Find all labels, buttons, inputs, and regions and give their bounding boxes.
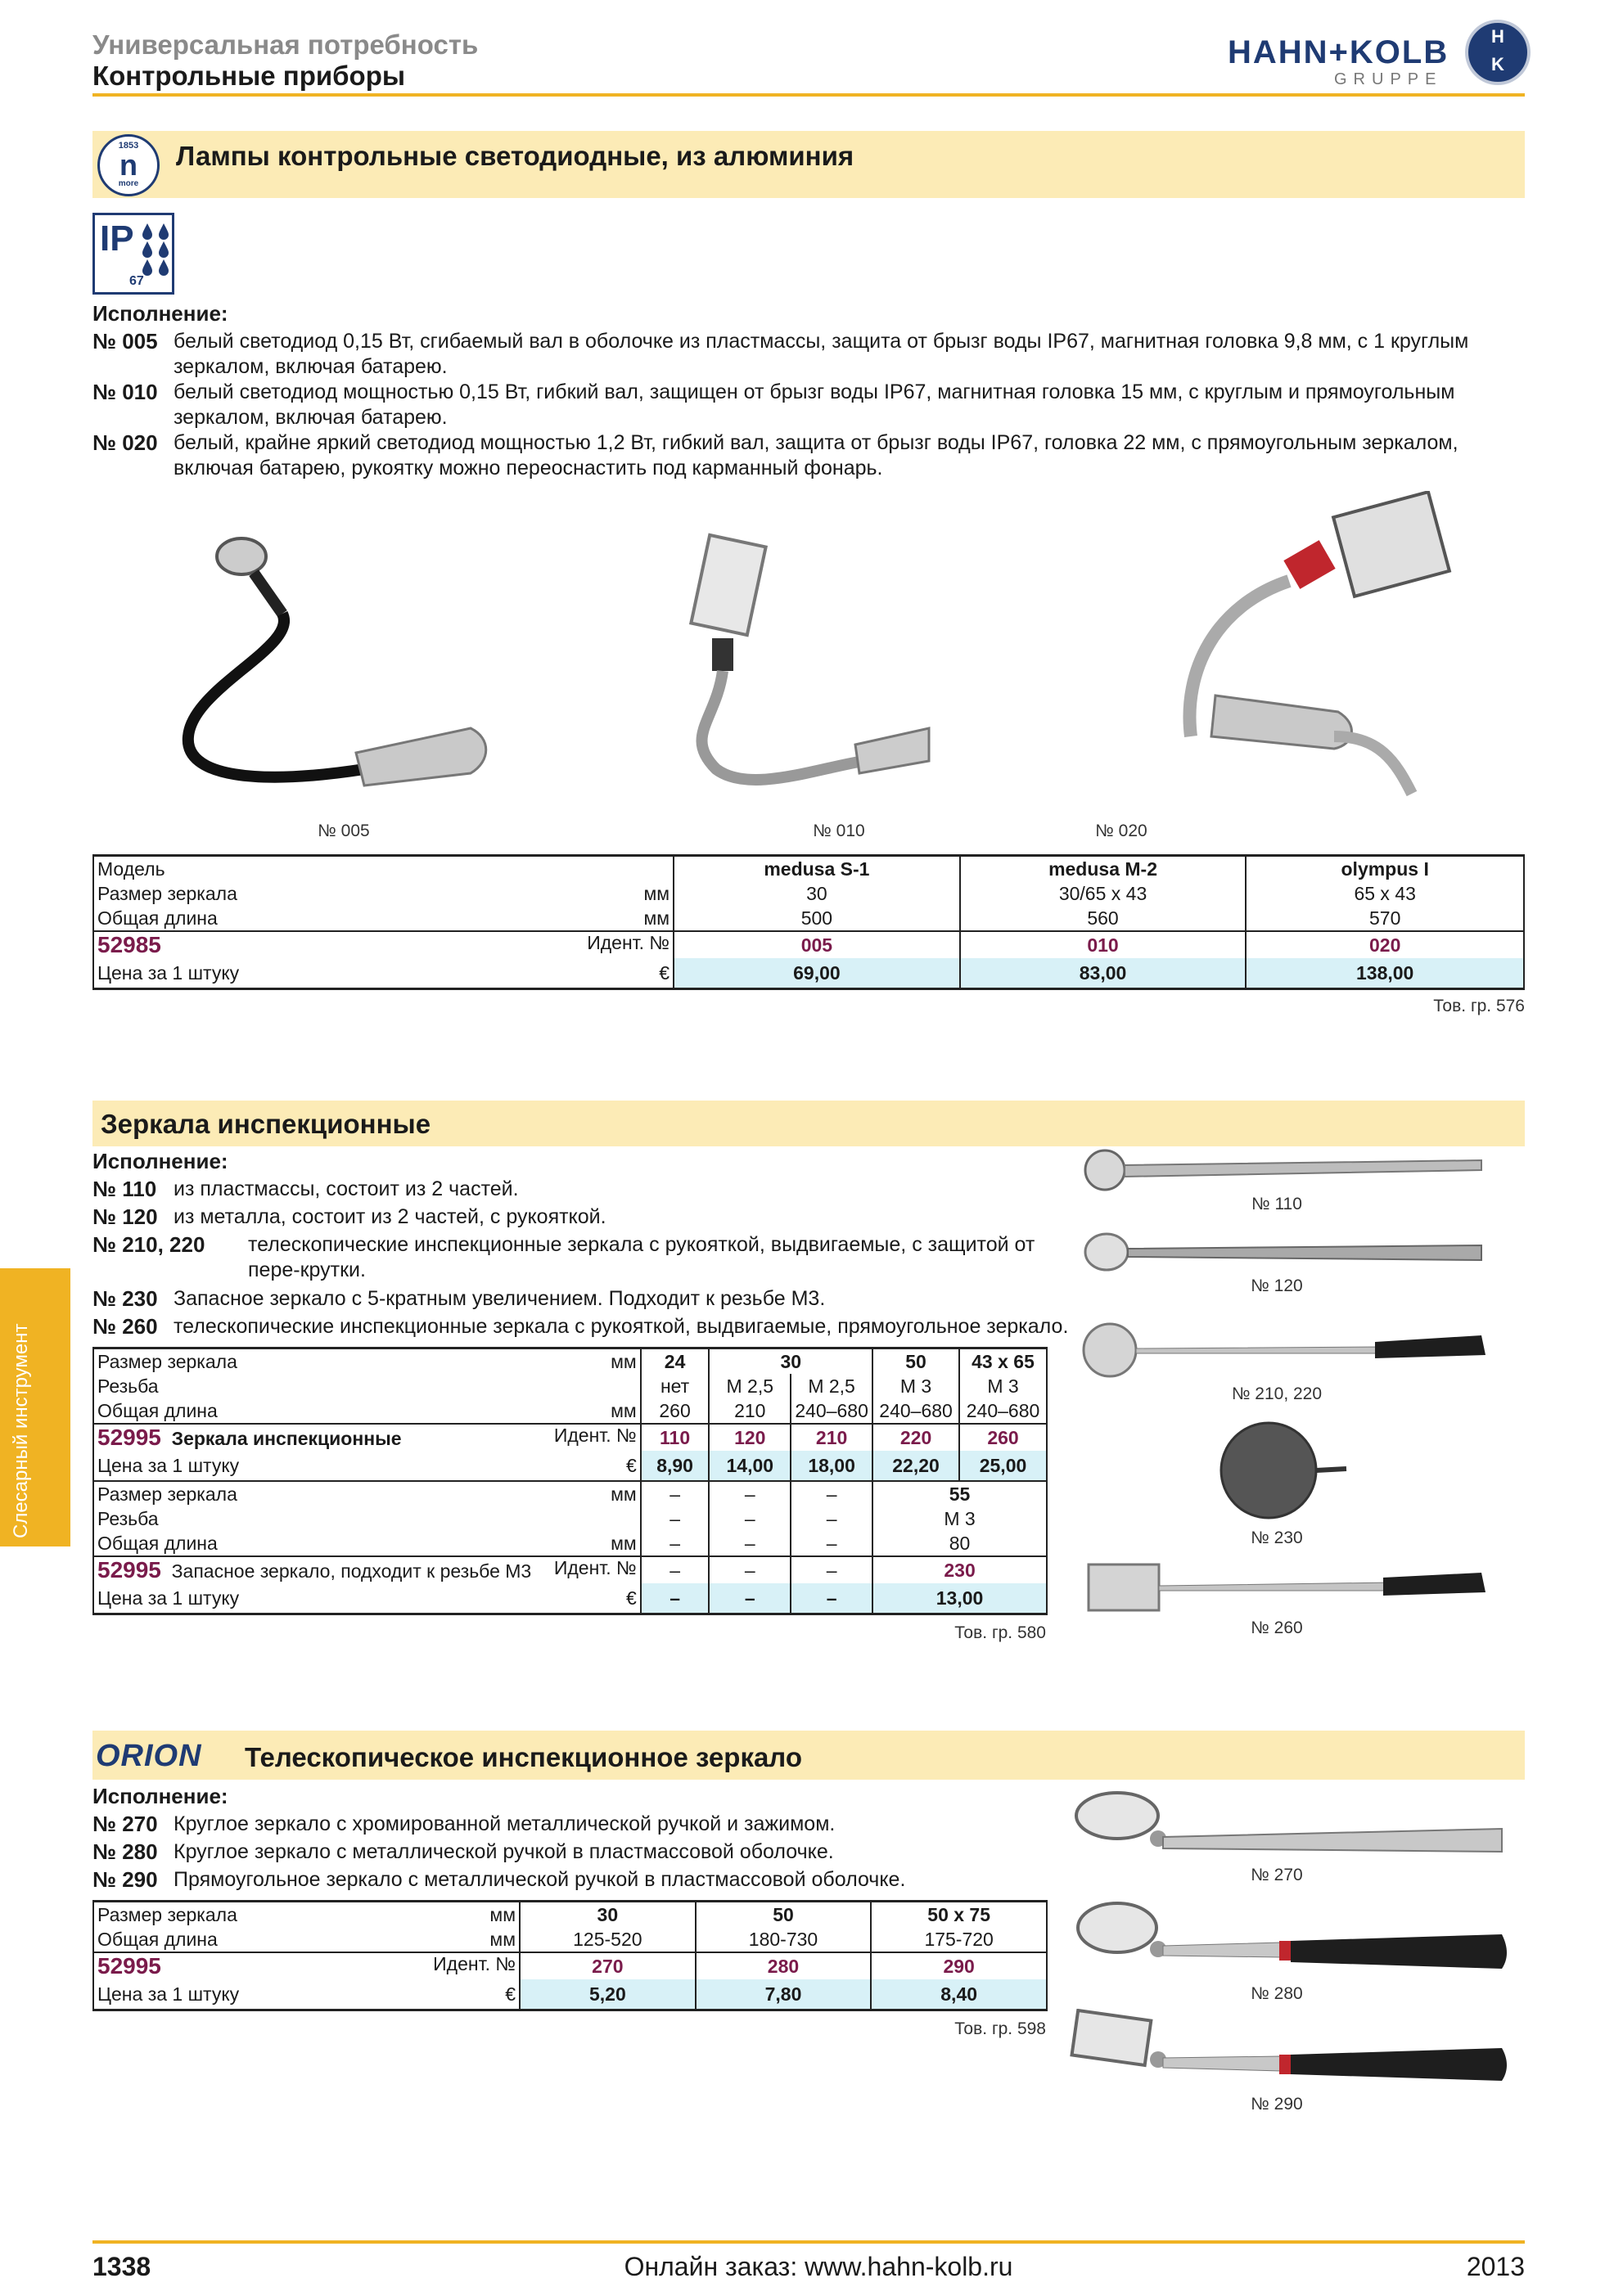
section1-item: [92, 430, 1525, 481]
product-image-020: [1166, 491, 1477, 810]
cell: medusa S-1: [674, 856, 960, 882]
section2-band: [92, 1101, 1525, 1146]
price-cell: 13,00: [872, 1583, 1047, 1614]
cell: 210: [709, 1398, 791, 1424]
row-label: Размер зеркала: [97, 1350, 237, 1372]
item-description: Прямоугольное зеркало с металлической ручкой в пластмассовой оболочке.: [174, 1868, 906, 1891]
cell: М 3: [872, 1374, 959, 1398]
row-label: Цена за 1 штуку: [97, 1454, 240, 1476]
item-number: № 260: [92, 1314, 158, 1339]
item-number: № 120: [92, 1204, 158, 1229]
footer-rule: [92, 2240, 1525, 2244]
cell: olympus I: [1246, 856, 1524, 882]
table-row: [93, 1451, 1047, 1481]
article-number: 52995: [97, 1557, 161, 1582]
badge-caption: more: [118, 179, 139, 188]
caption-210-220: № 210, 220: [1231, 1384, 1323, 1403]
cell: 500: [674, 906, 960, 931]
cell: 43 x 65: [959, 1348, 1047, 1375]
currency: €: [505, 1983, 516, 2005]
price-cell: 22,20: [872, 1451, 959, 1481]
ident-cell[interactable]: 230: [872, 1556, 1047, 1583]
cell: –: [791, 1556, 872, 1583]
side-tab-label: Слесарный инструмент: [10, 1323, 32, 1538]
section1-exec-label: Исполнение:: [92, 301, 228, 326]
section1-group: Тов. гр. 576: [1433, 997, 1525, 1015]
section2-spec-table: [92, 1347, 1048, 1615]
cell: –: [709, 1531, 791, 1556]
cell: М 2,5: [791, 1374, 872, 1398]
cell: нет: [641, 1374, 710, 1398]
row-label: Общая длина: [97, 1928, 218, 1950]
caption-280: № 280: [1251, 1984, 1303, 2003]
table-row: [93, 1424, 1047, 1451]
logo-gruppe: GRUPPE: [1334, 70, 1443, 88]
ident-label: Идент. №: [587, 932, 670, 953]
price-cell: –: [641, 1583, 710, 1614]
unit: мм: [643, 882, 670, 904]
section3-spec-table: [92, 1900, 1048, 2011]
cell: М 3: [872, 1506, 1047, 1531]
row-label: Цена за 1 штуку: [97, 1587, 240, 1609]
item-description: Круглое зеркало с металлической ручкой в пластмассовой оболочке.: [174, 1840, 834, 1863]
product-image-260: [1080, 1555, 1490, 1620]
item-description: из пластмассы, состоит из 2 частей.: [174, 1177, 519, 1200]
table-row: [93, 1927, 1047, 1952]
item-description: из металла, состоит из 2 частей, с рукояткой.: [174, 1205, 606, 1228]
price-cell: 138,00: [1246, 958, 1524, 989]
price-cell: 25,00: [959, 1451, 1047, 1481]
item-number: № 210, 220: [92, 1232, 205, 1257]
price-cell: 18,00: [791, 1451, 872, 1481]
row-label: Резьба: [93, 1506, 641, 1531]
item-number: № 270: [92, 1812, 158, 1836]
brand-logo: [1228, 20, 1531, 90]
table-row: [93, 1348, 1047, 1375]
ident-label: Идент. №: [553, 1557, 637, 1578]
item-description: телескопические инспекционные зеркала с рукояткой, выдвигаемые, прямоугольное зеркало.: [174, 1315, 1069, 1338]
cell: 50 x 75: [871, 1902, 1047, 1928]
cell: 50: [696, 1902, 872, 1928]
item-description: телескопические инспекционные зеркала с рукояткой, выдвигаемые, с защитой от пере-крутки.: [248, 1233, 1035, 1281]
ident-cell[interactable]: 010: [960, 931, 1247, 958]
product-image-210-220: [1080, 1317, 1490, 1383]
product-image-270: [1068, 1788, 1510, 1878]
table-row: [93, 1952, 1047, 1979]
item-number: № 110: [92, 1177, 157, 1201]
cell: 65 x 43: [1246, 881, 1524, 906]
ident-cell[interactable]: 280: [696, 1952, 872, 1979]
ip-number: 67: [129, 274, 144, 288]
online-order-link[interactable]: Онлайн заказ: www.hahn-kolb.ru: [624, 2252, 1013, 2281]
header-rule: [92, 93, 1525, 97]
cell: 55: [872, 1481, 1047, 1506]
item-number: № 005: [92, 329, 158, 353]
table-row: [93, 1583, 1047, 1614]
row-label: Общая длина: [97, 907, 218, 929]
cell: –: [641, 1481, 710, 1506]
unit: мм: [611, 1350, 637, 1372]
table-row: [93, 1979, 1047, 2010]
unit: мм: [611, 1532, 637, 1554]
product-image-110: [1080, 1146, 1490, 1195]
cell: 125-520: [520, 1927, 696, 1952]
section3-item: [92, 1812, 1050, 1837]
ident-label: Идент. №: [433, 1953, 516, 1974]
item-description: Круглое зеркало с хромированной металлической ручкой и зажимом.: [174, 1812, 836, 1835]
table-row: [93, 1902, 1047, 1928]
product-image-280: [1068, 1898, 1510, 1988]
page-number: 1338: [92, 2252, 151, 2281]
table-row: [93, 1531, 1047, 1556]
table-row: [93, 1374, 1047, 1398]
item-number: № 280: [92, 1839, 158, 1864]
price-cell: –: [791, 1583, 872, 1614]
ident-cell[interactable]: 220: [872, 1424, 959, 1451]
side-tab[interactable]: [0, 1268, 70, 1546]
table-row: [93, 931, 1524, 958]
badge-year: 1853: [118, 141, 139, 151]
ident-cell[interactable]: 290: [871, 1952, 1047, 1979]
section3-group: Тов. гр. 598: [954, 2019, 1046, 2038]
ident-cell[interactable]: 110: [641, 1424, 710, 1451]
cell: 560: [960, 906, 1247, 931]
caption-020: № 020: [1095, 822, 1147, 840]
section2-group: Тов. гр. 580: [954, 1623, 1046, 1642]
price-cell: 8,90: [641, 1451, 710, 1481]
section1-item: [92, 380, 1525, 430]
catalog-year: 2013: [1466, 2252, 1525, 2281]
price-cell: 69,00: [674, 958, 960, 989]
row-label: Цена за 1 штуку: [97, 1983, 240, 2005]
row-label: Общая длина: [97, 1399, 218, 1421]
logo-seal-top: H: [1491, 26, 1504, 47]
currency: €: [659, 961, 670, 984]
table-row: [93, 1556, 1047, 1583]
unit: мм: [611, 1399, 637, 1421]
cell: 180-730: [696, 1927, 872, 1952]
cell: –: [791, 1531, 872, 1556]
row-label: Размер зеркала: [97, 1903, 237, 1925]
cell: –: [791, 1506, 872, 1531]
table-row: [93, 1481, 1047, 1506]
section3-item: [92, 1867, 1050, 1893]
caption-230: № 230: [1251, 1528, 1303, 1547]
header-category: Универсальная потребность: [92, 29, 479, 60]
row-label: Общая длина: [97, 1532, 218, 1554]
item-description: Запасное зеркало с 5-кратным увеличением. Подходит к резьбе М3.: [174, 1287, 826, 1310]
ident-cell[interactable]: 260: [959, 1424, 1047, 1451]
cell: –: [641, 1556, 710, 1583]
unit: мм: [489, 1928, 516, 1950]
cell: –: [791, 1481, 872, 1506]
product-image-120: [1080, 1227, 1490, 1276]
caption-290: № 290: [1251, 2095, 1303, 2114]
section2-item: [92, 1286, 1050, 1312]
table-row: [93, 958, 1524, 989]
cell: medusa M-2: [960, 856, 1247, 882]
section2-title: Зеркала инспекционные: [101, 1109, 431, 1139]
cell: 24: [641, 1348, 710, 1375]
badge-number: n: [119, 148, 138, 182]
section2-item: [92, 1314, 1075, 1339]
cell: 80: [872, 1531, 1047, 1556]
unit: мм: [489, 1903, 516, 1925]
item-description: белый, крайне яркий светодиод мощностью 1,2 Вт, гибкий вал, защита от брызг воды IP67, головка 22 мм, с прямоугольным зеркалом, включая батарею, рукоятку можно переоснастить под карманный фонарь.: [174, 431, 1458, 479]
product-image-005: [176, 524, 503, 802]
section3-item: [92, 1839, 1050, 1865]
section1-band: [92, 131, 1525, 198]
cell: 240–680: [959, 1398, 1047, 1424]
section3-exec-label: Исполнение:: [92, 1784, 228, 1808]
row-label: Размер зеркала: [97, 882, 237, 904]
item-number: № 230: [92, 1286, 158, 1311]
ident-cell[interactable]: 270: [520, 1952, 696, 1979]
caption-010: № 010: [813, 822, 865, 840]
table-row: [93, 881, 1524, 906]
product-image-010: [667, 524, 945, 810]
ident-label: Идент. №: [553, 1425, 637, 1446]
article-name: Зеркала инспекционные: [171, 1428, 402, 1449]
cell: 570: [1246, 906, 1524, 931]
logo-text: HAHN+KOLB: [1228, 34, 1449, 70]
cell: –: [709, 1556, 791, 1583]
table-row: [93, 856, 1524, 882]
ident-cell[interactable]: 005: [674, 931, 960, 958]
price-cell: 8,40: [871, 1979, 1047, 2010]
section1-item: [92, 329, 1525, 380]
water-drops-icon: [141, 222, 172, 276]
section3-title: Телескопическое инспекционное зеркало: [245, 1742, 802, 1772]
item-number: № 290: [92, 1867, 158, 1892]
caption-260: № 260: [1251, 1618, 1303, 1637]
ident-cell[interactable]: 210: [791, 1424, 872, 1451]
section2-item: [92, 1204, 1050, 1230]
cell: –: [709, 1481, 791, 1506]
item-description: белый светодиод мощностью 0,15 Вт, гибкий вал, защищен от брызг воды IP67, магнитная головка 15 мм, с круглым и прямоугольным зеркалом, включая батарею.: [174, 380, 1455, 429]
product-image-290: [1068, 2009, 1510, 2091]
ip-text: IP: [100, 218, 134, 259]
section2-exec-label: Исполнение:: [92, 1149, 228, 1173]
cell: 260: [641, 1398, 710, 1424]
caption-110: № 110: [1251, 1195, 1302, 1213]
currency: €: [625, 1587, 637, 1609]
row-label: Модель: [93, 856, 674, 882]
cell: 240–680: [791, 1398, 872, 1424]
ip67-icon: [92, 213, 174, 295]
unit: мм: [611, 1483, 637, 1505]
cell: М 2,5: [709, 1374, 791, 1398]
row-label: Цена за 1 штуку: [97, 961, 240, 984]
cell: 30: [674, 881, 960, 906]
cell: 175-720: [871, 1927, 1047, 1952]
cell: 30: [709, 1348, 872, 1375]
price-cell: –: [709, 1583, 791, 1614]
logo-seal-bottom: K: [1491, 54, 1504, 74]
item-number: № 010: [92, 380, 158, 404]
price-cell: 14,00: [709, 1451, 791, 1481]
price-cell: 7,80: [696, 1979, 872, 2010]
table-row: [93, 1398, 1047, 1424]
article-number: 52995: [97, 1425, 161, 1450]
cell: –: [709, 1506, 791, 1531]
header-subcategory: Контрольные приборы: [92, 61, 406, 91]
table-row: [93, 906, 1524, 931]
cell: –: [641, 1506, 710, 1531]
price-cell: 5,20: [520, 1979, 696, 2010]
section3-band: [92, 1731, 1525, 1780]
item-number: № 020: [92, 430, 158, 455]
cell: 240–680: [872, 1398, 959, 1424]
article-number: 52995: [97, 1953, 161, 1979]
article-name: Запасное зеркало, подходит к резьбе М3: [171, 1560, 532, 1582]
cell: 30/65 x 43: [960, 881, 1247, 906]
row-label: Размер зеркала: [97, 1483, 237, 1505]
anniversary-badge-icon: [97, 134, 160, 196]
caption-005: № 005: [318, 822, 370, 840]
logo-seal-icon: [1465, 20, 1531, 85]
currency: €: [625, 1454, 637, 1476]
caption-120: № 120: [1251, 1276, 1303, 1295]
section2-item: [92, 1177, 1050, 1202]
product-image-230: [1220, 1420, 1350, 1526]
cell: 30: [520, 1902, 696, 1928]
article-number: 52985: [97, 932, 161, 957]
item-description: белый светодиод 0,15 Вт, сгибаемый вал в оболочке из пластмассы, защита от брызг воды IP67, магнитная головка 9,8 мм, с 1 круглым зеркалом, включая батарею.: [174, 330, 1469, 378]
section2-item: [92, 1232, 1050, 1283]
row-label: Резьба: [93, 1374, 641, 1398]
cell: 50: [872, 1348, 959, 1375]
cell: М 3: [959, 1374, 1047, 1398]
orion-brand-logo: ORION: [96, 1739, 202, 1773]
section1-spec-table: [92, 854, 1525, 990]
unit: мм: [643, 907, 670, 929]
ident-cell[interactable]: 020: [1246, 931, 1524, 958]
price-cell: 83,00: [960, 958, 1247, 989]
table-row: [93, 1506, 1047, 1531]
cell: –: [641, 1531, 710, 1556]
caption-270: № 270: [1251, 1866, 1303, 1884]
ident-cell[interactable]: 120: [709, 1424, 791, 1451]
section1-title: Лампы контрольные светодиодные, из алюминия: [176, 141, 854, 171]
